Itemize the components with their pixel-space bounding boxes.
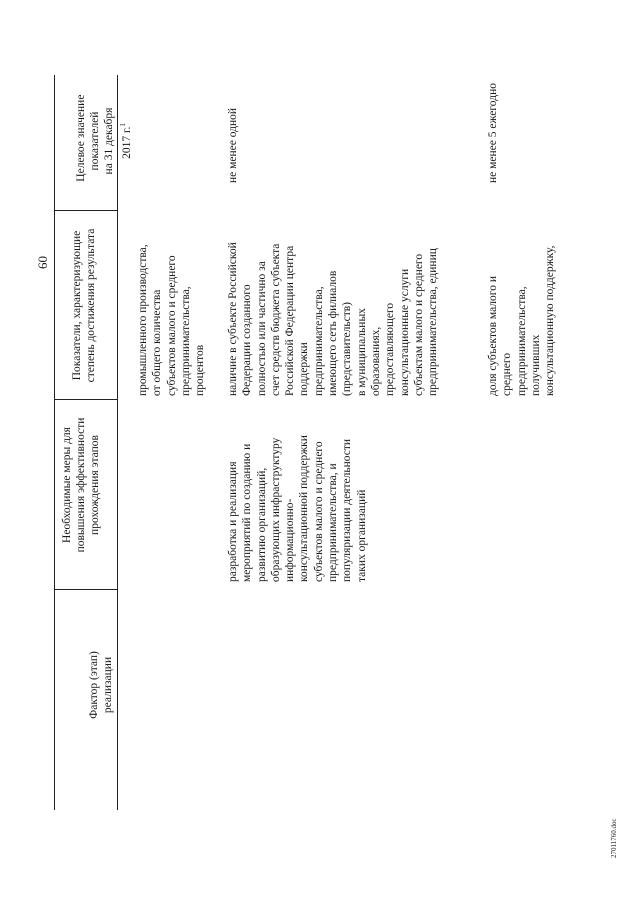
file-name-note: 27011760.doc [610,818,618,858]
column-divider-2 [54,399,117,400]
row2-measure: разработка и реализация мероприятий по созданию и развитию организаций, образующих инфраструктуру информационно- консультационной поддержки субъектов малого и среднего предпринимательства, и популяризации деятельности таких организаций [227,435,368,582]
header-necessary-measures: Необходимые меры для повышения эффективности прохождения этапов [61,417,101,553]
footnote-superscript: 1 [119,123,127,127]
row3-indicator: доля субъектов малого и среднего предпринимательства, получивших консультационную поддержку, [487,245,557,396]
header-target-value [60,86,134,196]
row2-indicator: наличие в субъекте Российской Федерации созданного полностью или частично за счет средств бюджета субъекта Российской Федерации центра поддержки предпринимательства, имеющего сеть филиалов (представительств) в муниципальных образованиях, предоставляющего консультационные услуги субъектам малого и среднего предпринимательства, единиц [227,242,440,396]
header-target-value-text: Целевое значение показателей на 31 декабря 2017 г. [75,94,133,182]
header-indicators: Показатели, характеризующие степень достижения результата [71,228,97,383]
page-number: 60 [35,256,50,269]
column-divider-1 [54,589,117,590]
table-top-border [54,75,55,810]
column-divider-3 [54,210,117,211]
row1-indicator: промышленного производства, от общего количества субъектов малого и среднего предпринимательства, процентов [137,244,207,396]
header-factor-stage: Фактор (этап) реализации [88,651,114,719]
row3-target: не менее 5 ежегодно [487,83,499,183]
row2-target: не менее одной [227,107,239,183]
